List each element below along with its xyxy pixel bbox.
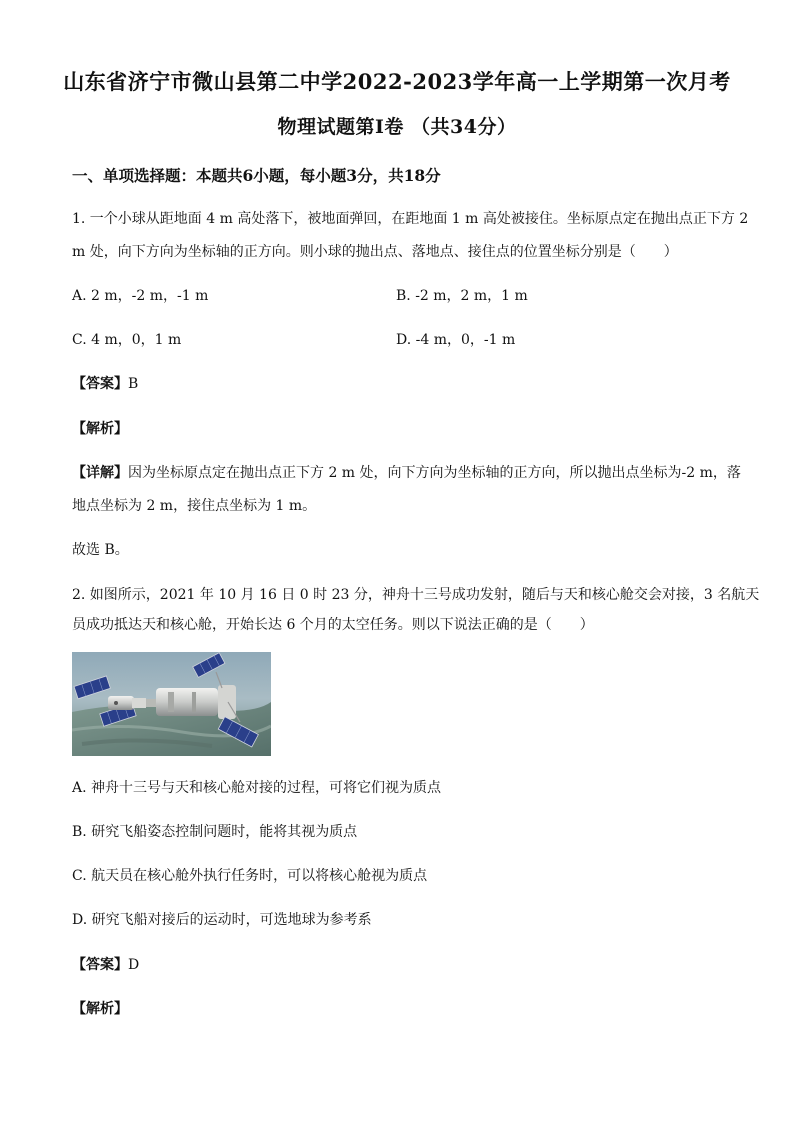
- q1-option-d: D. -4 m，0，-1 m: [396, 332, 516, 348]
- section-heading: 一、单项选择题：本题共6小题，每小题3分，共18分: [72, 166, 441, 185]
- q2-analysis-tag: 【解析】: [72, 1001, 128, 1017]
- document-title: 山东省济宁市微山县第二中学2022-2023学年高一上学期第一次月考: [63, 69, 731, 94]
- q1-conclusion: 故选 B。: [72, 542, 129, 558]
- q2-option-d: D. 研究飞船对接后的运动时，可选地球为参考系: [72, 912, 372, 928]
- detail-text: 因为坐标原点定在抛出点正下方 2 m 处，向下方向为坐标轴的正方向，所以抛出点坐标为-2 m，落: [128, 465, 741, 481]
- q2-stem-line2: 员成功抵达天和核心舱，开始长达 6 个月的太空任务。则以下说法正确的是（ ）: [72, 617, 594, 633]
- detail-tag: 【详解】: [72, 465, 128, 481]
- q1-option-b: B. -2 m，2 m，1 m: [396, 288, 528, 304]
- q2-stem-line1: 2. 如图所示，2021 年 10 月 16 日 0 时 23 分，神舟十三号成功发射，随后与天和核心舱交会对接，3 名航天: [72, 587, 760, 603]
- document-subtitle: 物理试题第Ⅰ卷 （共34分）: [277, 116, 517, 138]
- q1-stem-line1: 1. 一个小球从距地面 4 m 高处落下，被地面弹回，在距地面 1 m 高处被接住。坐标原点定在抛出点正下方 2: [72, 211, 749, 227]
- answer-tag: 【答案】: [72, 376, 128, 392]
- q2-option-b: B. 研究飞船姿态控制问题时，能将其视为质点: [72, 824, 358, 840]
- q1-option-a: A. 2 m，-2 m，-1 m: [72, 288, 209, 304]
- q2-option-a: A. 神舟十三号与天和核心舱对接的过程，可将它们视为质点: [72, 780, 442, 796]
- q1-stem-line2: m 处，向下方向为坐标轴的正方向。则小球的抛出点、落地点、接住点的位置坐标分别是（ ）: [72, 244, 678, 260]
- q1-analysis-tag: 【解析】: [72, 421, 128, 437]
- q1-answer: [72, 373, 138, 393]
- q1-option-c: C. 4 m，0，1 m: [72, 332, 182, 348]
- answer-value: D: [128, 957, 140, 973]
- q2-answer: [72, 954, 139, 974]
- q2-option-c: C. 航天员在核心舱外执行任务时，可以将核心舱视为质点: [72, 868, 428, 884]
- answer-value: B: [128, 376, 139, 392]
- q1-detail-line2: 地点坐标为 2 m，接住点坐标为 1 m。: [72, 498, 317, 514]
- spacecraft-docking-photo: [72, 652, 271, 756]
- q1-detail-line1: [72, 462, 741, 482]
- answer-tag: 【答案】: [72, 957, 128, 973]
